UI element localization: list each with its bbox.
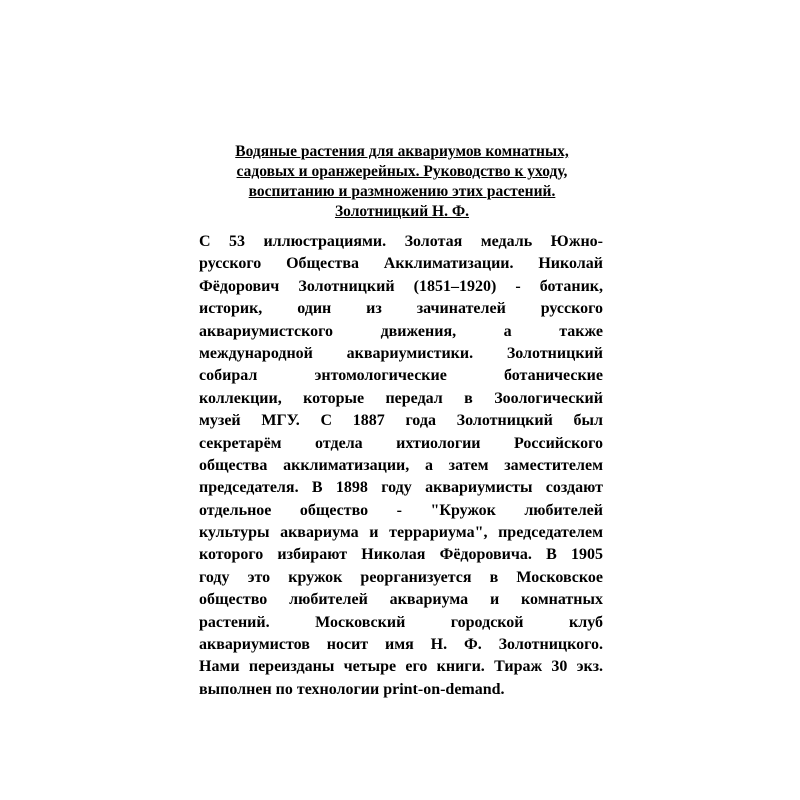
- body-line: собирал энтомологические ботанические: [199, 367, 603, 385]
- document-body: [199, 231, 603, 701]
- body-line: аквариумистского движения, а также: [199, 322, 603, 340]
- body-line: русского Общества Акклиматизации. Николай: [199, 255, 603, 273]
- body-line: году это кружок реорганизуется в Московское: [199, 568, 603, 586]
- body-line: аквариумистов носит имя Н. Ф. Золотницкого.: [199, 636, 603, 654]
- body-line: С 53 иллюстрациями. Золотая медаль Южно-: [199, 233, 603, 250]
- body-line: общества акклиматизации, а затем заместителем: [199, 456, 603, 474]
- body-line: секретарём отдела ихтиологии Российского: [199, 434, 603, 452]
- body-line: коллекции, которые передал в Зоологический: [199, 389, 603, 407]
- body-line: которого избирают Николая Фёдоровича. В 1905: [199, 546, 603, 564]
- body-line: растений. Московский городской клуб: [199, 613, 603, 631]
- body-line: Фёдорович Золотницкий (1851–1920) - ботаник,: [199, 277, 603, 295]
- body-line: отдельное общество - "Кружок любителей: [199, 501, 603, 519]
- document-title: [190, 142, 614, 222]
- title-line: воспитанию и размножению этих растений.: [248, 183, 556, 200]
- body-line: культуры аквариума и террариума", председателем: [199, 524, 603, 542]
- body-line: международной аквариумистики. Золотницкий: [199, 344, 603, 362]
- title-line: Водяные растения для аквариумов комнатных,: [235, 143, 569, 160]
- body-line: председателя. В 1898 году аквариумисты создают: [199, 479, 603, 497]
- body-line: музей МГУ. С 1887 года Золотницкий был: [199, 412, 603, 430]
- body-line: Нами переизданы четыре его книги. Тираж 30 экз.: [199, 658, 603, 676]
- body-line: общество любителей аквариума и комнатных: [199, 591, 603, 609]
- body-line: историк, один из зачинателей русского: [199, 300, 603, 318]
- title-line: Золотницкий Н. Ф.: [334, 203, 470, 220]
- body-line: выполнен по технологии print-on-demand.: [199, 680, 505, 698]
- title-line: садовых и оранжерейных. Руководство к уходу,: [236, 163, 568, 180]
